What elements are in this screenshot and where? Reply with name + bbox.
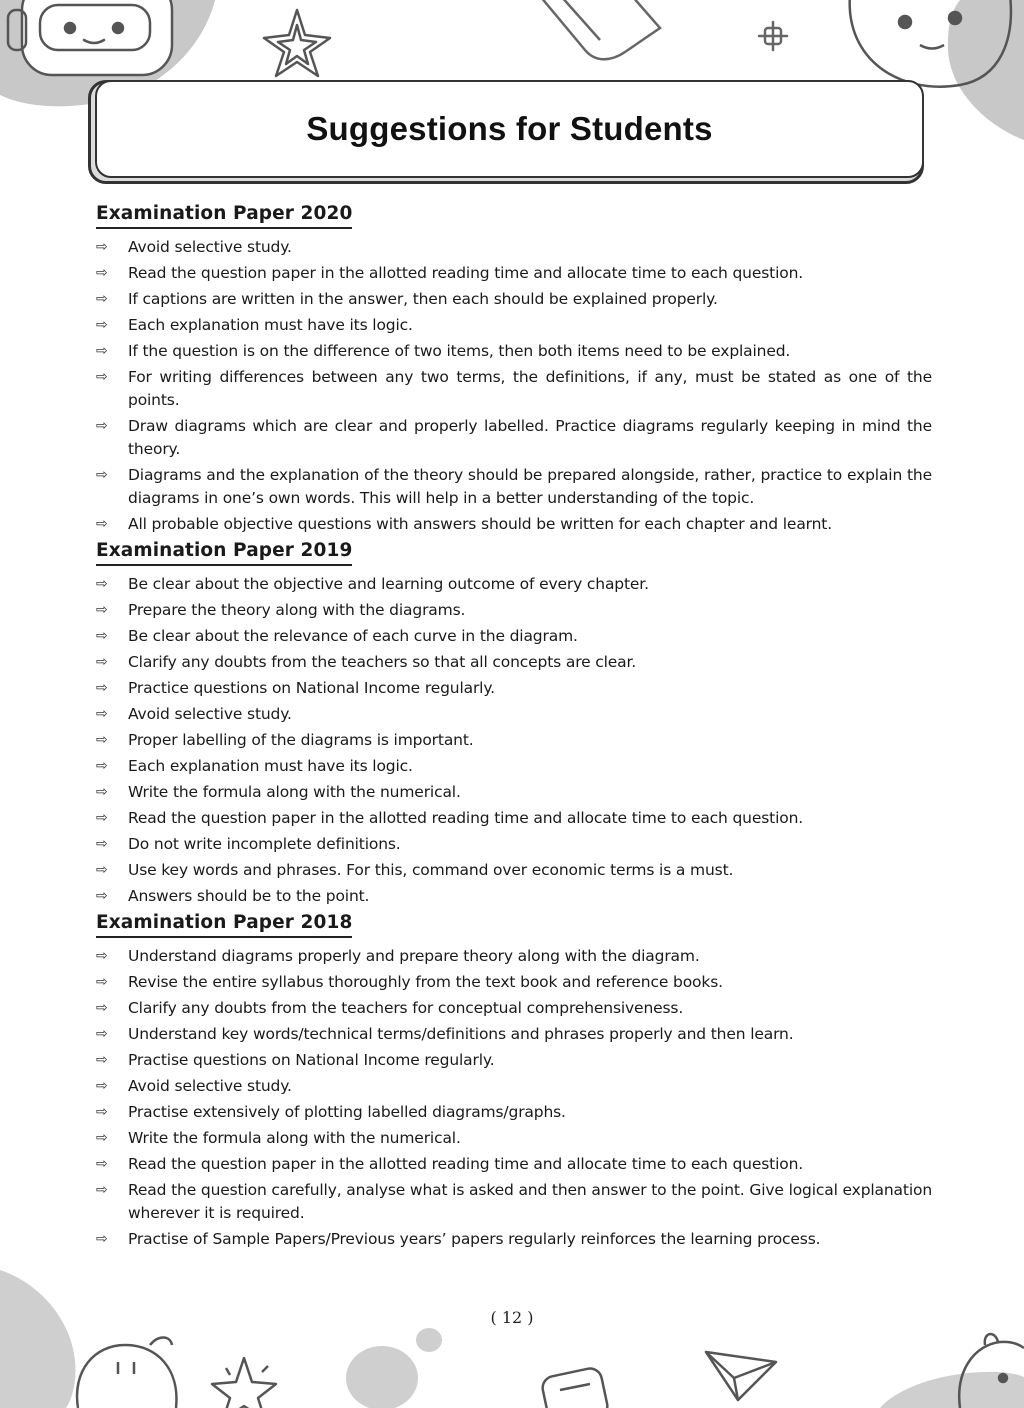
list-item-text: Each explanation must have its logic. [128, 316, 413, 334]
page-title: Suggestions for Students [306, 110, 713, 147]
list-item [96, 885, 932, 908]
list-item-text: Prepare the theory along with the diagrams. [128, 601, 466, 619]
arrow-right-icon: ⇨ [96, 369, 108, 385]
arrow-right-icon: ⇨ [96, 888, 108, 904]
arrow-right-icon: ⇨ [96, 602, 108, 618]
arrow-right-icon: ⇨ [96, 1104, 108, 1120]
bottom-box-doodle-icon [540, 1366, 609, 1408]
arrow-right-icon: ⇨ [96, 418, 108, 434]
arrow-right-icon: ⇨ [96, 1000, 108, 1016]
list-item [96, 1179, 932, 1225]
list-item [96, 755, 932, 778]
bottom-right-blob [880, 1372, 1024, 1408]
list-item [96, 997, 932, 1020]
list-item-text: Revise the entire syllabus thoroughly from the text book and reference books. [128, 973, 723, 991]
list-item [96, 1049, 932, 1072]
list-item-text: Draw diagrams which are clear and properly labelled. Practice diagrams regularly keeping in mind the theory. [128, 417, 932, 458]
arrow-right-icon: ⇨ [96, 576, 108, 592]
suggestions-content [96, 203, 932, 1254]
suggestion-list [96, 945, 932, 1251]
arrow-right-icon: ⇨ [96, 516, 108, 532]
title-box [88, 80, 924, 184]
bottom-creature-doodle-icon [77, 1338, 176, 1408]
list-item-text: Read the question paper in the allotted reading time and allocate time to each question. [128, 1155, 804, 1173]
list-item-text: Diagrams and the explanation of the theory should be prepared alongside, rather, practice to explain the diagrams in one’s own words. This will help in a better understanding of the topic. [128, 466, 932, 507]
arrow-right-icon: ⇨ [96, 758, 108, 774]
list-item-text: Understand diagrams properly and prepare theory along with the diagram. [128, 947, 700, 965]
arrow-right-icon: ⇨ [96, 628, 108, 644]
list-item [96, 1228, 932, 1251]
eraser-doodle-icon [535, 0, 660, 59]
plus-doodle-icon [759, 22, 787, 50]
section-heading: Examination Paper 2019 [96, 540, 352, 566]
list-item [96, 415, 932, 461]
list-item-text: Practise extensively of plotting labelled diagrams/graphs. [128, 1103, 566, 1121]
list-item-text: Avoid selective study. [128, 238, 292, 256]
list-item-text: Be clear about the objective and learning outcome of every chapter. [128, 575, 649, 593]
list-item-text: Understand key words/technical terms/definitions and phrases properly and then learn. [128, 1025, 794, 1043]
list-item-text: Clarify any doubts from the teachers so that all concepts are clear. [128, 653, 637, 671]
arrow-right-icon: ⇨ [96, 1078, 108, 1094]
list-item [96, 625, 932, 648]
bottom-blob-2 [416, 1328, 442, 1352]
list-item [96, 236, 932, 259]
list-item [96, 703, 932, 726]
list-item-text: Practise of Sample Papers/Previous years’ papers regularly reinforces the learning process. [128, 1230, 821, 1248]
list-item [96, 677, 932, 700]
paper-plane-doodle-icon [706, 1352, 776, 1400]
arrow-right-icon: ⇨ [96, 239, 108, 255]
list-item [96, 729, 932, 752]
list-item-text: All probable objective questions with answers should be written for each chapter and learnt. [128, 515, 832, 533]
arrow-right-icon: ⇨ [96, 654, 108, 670]
arrow-right-icon: ⇨ [96, 862, 108, 878]
arrow-right-icon: ⇨ [96, 343, 108, 359]
list-item-text: Each explanation must have its logic. [128, 757, 413, 775]
list-item [96, 314, 932, 337]
list-item-text: Use key words and phrases. For this, command over economic terms is a must. [128, 861, 734, 879]
list-item-text: Do not write incomplete definitions. [128, 835, 401, 853]
arrow-right-icon: ⇨ [96, 948, 108, 964]
list-item-text: Clarify any doubts from the teachers for conceptual comprehensiveness. [128, 999, 684, 1017]
list-item-text: Answers should be to the point. [128, 887, 370, 905]
section-heading: Examination Paper 2018 [96, 912, 352, 938]
list-item-text: Read the question paper in the allotted reading time and allocate time to each question. [128, 809, 804, 827]
page-number: ( 12 ) [490, 1308, 534, 1327]
section-2020 [96, 203, 932, 536]
suggestion-list [96, 573, 932, 908]
list-item-text: For writing differences between any two terms, the definitions, if any, must be stated as one of the points. [128, 368, 932, 409]
list-item [96, 340, 932, 363]
bottom-right-creature-doodle-icon [959, 1334, 1024, 1408]
arrow-right-icon: ⇨ [96, 706, 108, 722]
arrow-right-icon: ⇨ [96, 732, 108, 748]
section-2018 [96, 912, 932, 1251]
star-doodle-icon [264, 10, 330, 76]
arrow-right-icon: ⇨ [96, 291, 108, 307]
list-item [96, 262, 932, 285]
arrow-right-icon: ⇨ [96, 1156, 108, 1172]
list-item [96, 971, 932, 994]
list-item-text: Avoid selective study. [128, 1077, 292, 1095]
list-item [96, 464, 932, 510]
title-box-front [95, 80, 924, 178]
list-item [96, 1075, 932, 1098]
list-item [96, 366, 932, 412]
list-item [96, 859, 932, 882]
list-item [96, 513, 932, 536]
list-item-text: Be clear about the relevance of each curve in the diagram. [128, 627, 578, 645]
list-item-text: Read the question paper in the allotted reading time and allocate time to each question. [128, 264, 804, 282]
bottom-star-doodle-icon [212, 1358, 276, 1408]
list-item [96, 1101, 932, 1124]
arrow-right-icon: ⇨ [96, 974, 108, 990]
list-item-text: Practise questions on National Income regularly. [128, 1051, 495, 1069]
arrow-right-icon: ⇨ [96, 467, 108, 483]
section-2019 [96, 540, 932, 908]
arrow-right-icon: ⇨ [96, 1026, 108, 1042]
arrow-right-icon: ⇨ [96, 317, 108, 333]
list-item-text: Read the question carefully, analyse what is asked and then answer to the point. Give logical explanation wherever it is required. [128, 1181, 932, 1222]
list-item-text: Write the formula along with the numerical. [128, 783, 461, 801]
arrow-right-icon: ⇨ [96, 810, 108, 826]
list-item [96, 651, 932, 674]
arrow-right-icon: ⇨ [96, 1231, 108, 1247]
list-item [96, 599, 932, 622]
arrow-right-icon: ⇨ [96, 1182, 108, 1198]
list-item [96, 573, 932, 596]
robot-doodle-icon [8, 0, 172, 75]
creature-doodle-icon [850, 0, 1011, 87]
list-item [96, 1023, 932, 1046]
list-item-text: Avoid selective study. [128, 705, 292, 723]
list-item-text: Proper labelling of the diagrams is important. [128, 731, 474, 749]
arrow-right-icon: ⇨ [96, 1052, 108, 1068]
bottom-left-blob [0, 1270, 75, 1408]
list-item-text: Write the formula along with the numerical. [128, 1129, 461, 1147]
list-item-text: If the question is on the difference of two items, then both items need to be explained. [128, 342, 791, 360]
section-heading: Examination Paper 2020 [96, 203, 352, 229]
arrow-right-icon: ⇨ [96, 836, 108, 852]
list-item [96, 807, 932, 830]
arrow-right-icon: ⇨ [96, 784, 108, 800]
arrow-right-icon: ⇨ [96, 680, 108, 696]
list-item [96, 781, 932, 804]
suggestion-list [96, 236, 932, 536]
list-item-text: Practice questions on National Income regularly. [128, 679, 495, 697]
list-item [96, 945, 932, 968]
bottom-blob-1 [346, 1346, 418, 1408]
list-item [96, 288, 932, 311]
arrow-right-icon: ⇨ [96, 265, 108, 281]
list-item [96, 1153, 932, 1176]
list-item-text: If captions are written in the answer, then each should be explained properly. [128, 290, 718, 308]
top-right-blob [948, 0, 1024, 140]
arrow-right-icon: ⇨ [96, 1130, 108, 1146]
list-item [96, 833, 932, 856]
list-item [96, 1127, 932, 1150]
